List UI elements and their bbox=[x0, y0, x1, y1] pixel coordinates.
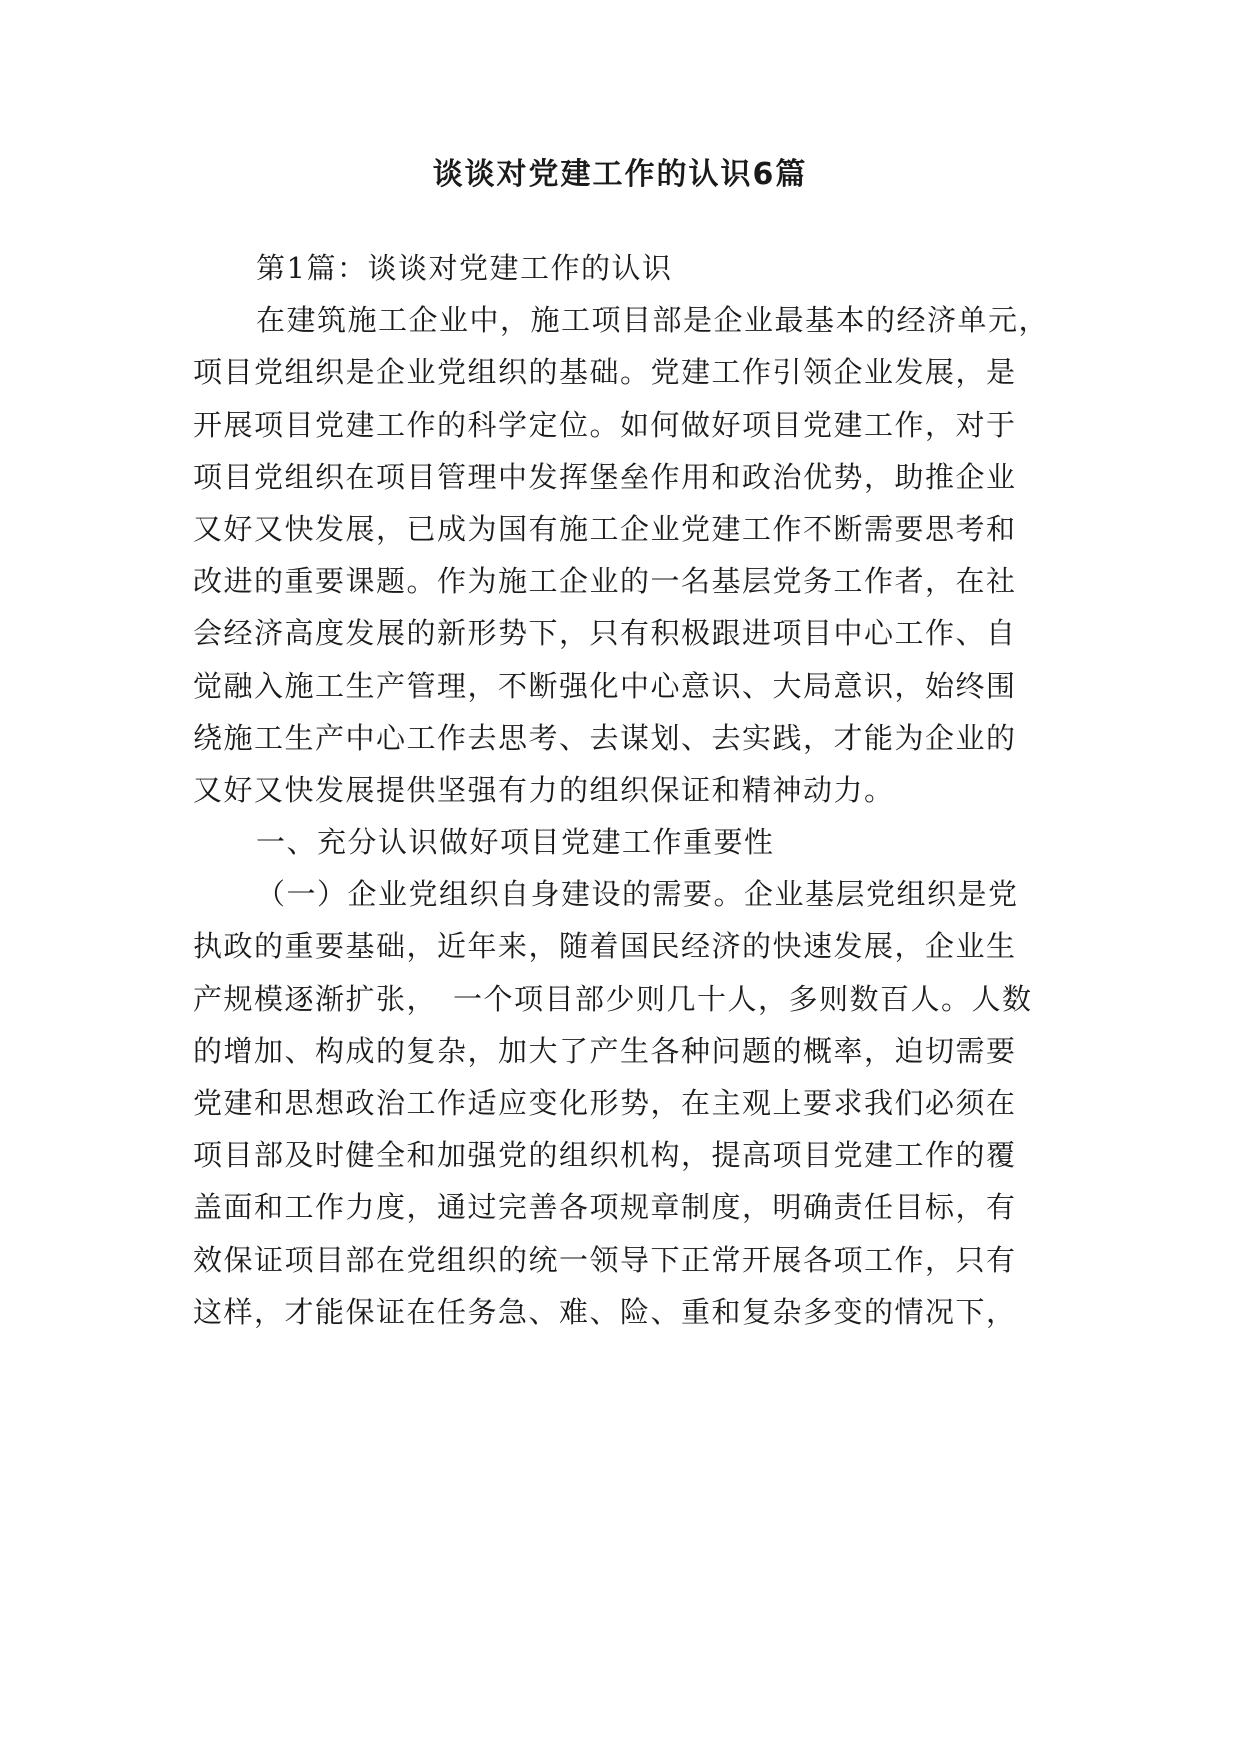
paragraph-line: 改进的重要课题。作为施工企业的一名基层党务工作者，在社 bbox=[193, 564, 1017, 599]
document-body bbox=[193, 242, 1053, 1338]
paragraph-line: 的增加、构成的复杂，加大了产生各种问题的概率，迫切需要 bbox=[193, 1033, 1017, 1068]
paragraph-line: 觉融入施工生产管理，不断强化中心意识、大局意识，始终围 bbox=[193, 668, 1017, 703]
paragraph-line: 又好又快发展，已成为国有施工企业党建工作不断需要思考和 bbox=[193, 511, 1017, 546]
section-heading: 一、充分认识做好项目党建工作重要性 bbox=[256, 825, 775, 860]
paragraph-line: （一）企业党组织自身建设的需要。企业基层党组织是党 bbox=[256, 877, 1019, 912]
paragraph-line: 产规模逐渐扩张， 一个项目部少则几十人，多则数百人。人数 bbox=[193, 981, 1033, 1016]
document-title: 谈谈对党建工作的认识6篇 bbox=[432, 157, 808, 192]
paragraph-line: 会经济高度发展的新形势下，只有积极跟进项目中心工作、自 bbox=[193, 616, 1017, 651]
paragraph-line: 开展项目党建工作的科学定位。如何做好项目党建工作，对于 bbox=[193, 407, 1017, 442]
paragraph-line: 绕施工生产中心工作去思考、去谋划、去实践，才能为企业的 bbox=[193, 720, 1017, 755]
paragraph-line: 在建筑施工企业中，施工项目部是企业最基本的经济单元， bbox=[256, 303, 1050, 338]
paragraph-line: 执政的重要基础，近年来，随着国民经济的快速发展，企业生 bbox=[193, 929, 1017, 964]
paragraph-line: 项目党组织是企业党组织的基础。党建工作引领企业发展，是 bbox=[193, 355, 1017, 390]
paragraph-line: 盖面和工作力度，通过完善各项规章制度，明确责任目标，有 bbox=[193, 1190, 1017, 1225]
paragraph-line: 效保证项目部在党组织的统一领导下正常开展各项工作，只有 bbox=[193, 1242, 1017, 1277]
paragraph-line: 项目党组织在项目管理中发挥堡垒作用和政治优势，助推企业 bbox=[193, 459, 1017, 494]
paragraph-line: 这样，才能保证在任务急、难、险、重和复杂多变的情况下， bbox=[193, 1294, 1017, 1329]
section-heading: 第1篇：谈谈对党建工作的认识 bbox=[256, 251, 673, 285]
paragraph-line: 项目部及时健全和加强党的组织机构，提高项目党建工作的覆 bbox=[193, 1138, 1017, 1173]
paragraph-line: 党建和思想政治工作适应变化形势，在主观上要求我们必须在 bbox=[193, 1086, 1017, 1120]
paragraph-line: 又好又快发展提供坚强有力的组织保证和精神动力。 bbox=[193, 772, 895, 807]
